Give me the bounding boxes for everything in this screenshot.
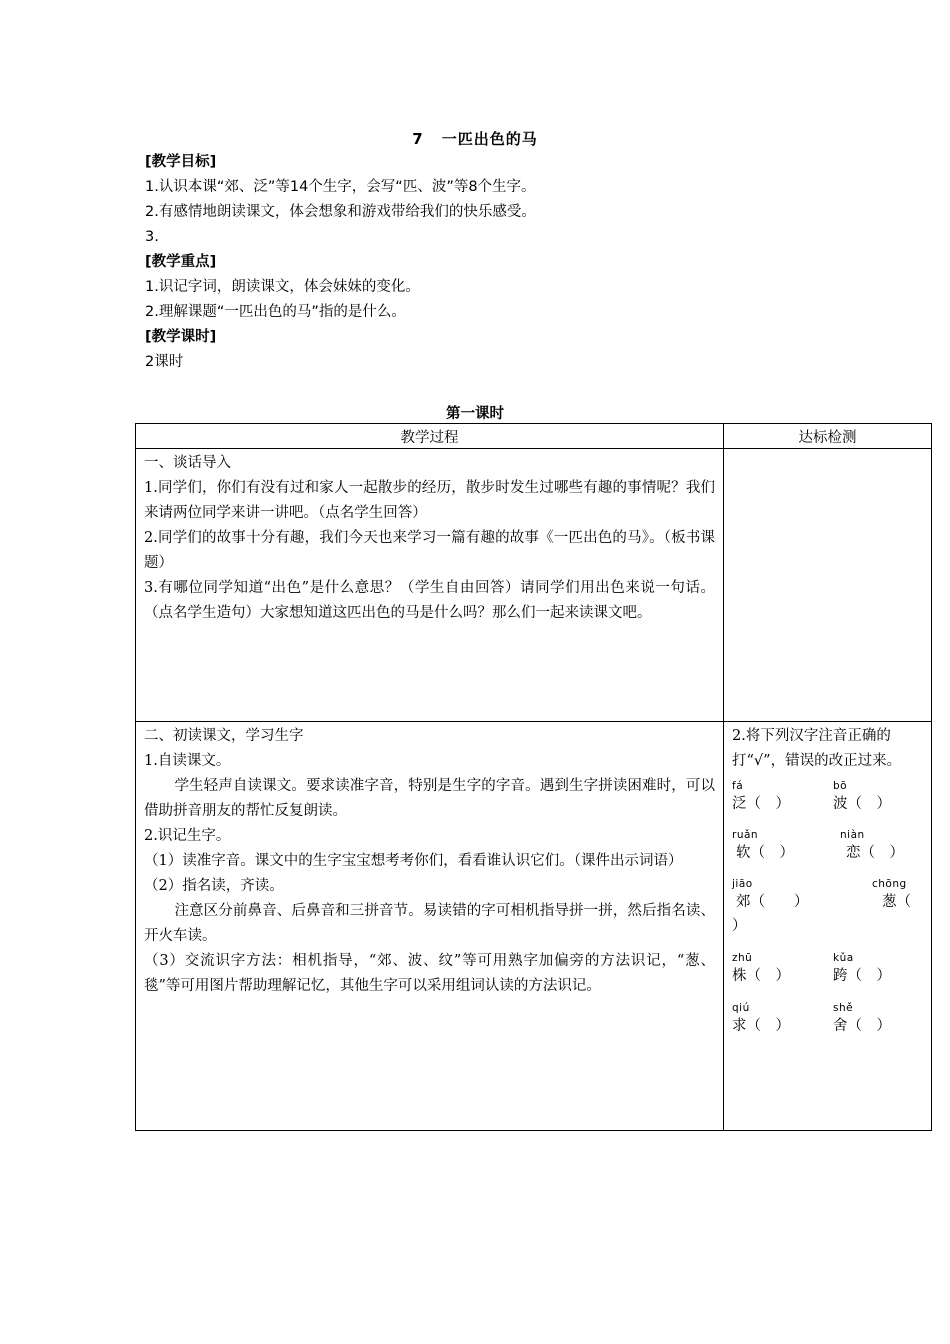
step-paragraph: 2.识记生字。 (144, 828, 231, 844)
pinyin-item (732, 952, 790, 988)
step-paragraph: 1.自读课文。 (144, 753, 231, 769)
lesson-name: 一匹出色的马 (441, 130, 538, 148)
pinyin-item (833, 1002, 891, 1038)
pinyin-item (732, 780, 790, 816)
pinyin-label: jiāo (732, 878, 753, 890)
objective-item: 3. (145, 229, 159, 245)
table-header-row (136, 424, 932, 449)
table-row (136, 722, 932, 1131)
pinyin-label: bō (833, 780, 848, 792)
pinyin-label: shě (833, 1002, 854, 1014)
pinyin-label: zhū (732, 952, 753, 964)
hanzi-answer: ） (732, 918, 747, 934)
pinyin-item (732, 829, 794, 865)
step-paragraph: （2）指名读，齐读。 (144, 878, 284, 894)
process-cell (136, 722, 724, 1131)
key-point-item: 2.理解课题“一匹出色的马”指的是什么。 (145, 304, 406, 320)
objective-item: 1.认识本课“郊、泛”等14个生字，会写“匹、波”等8个生字。 (145, 179, 536, 195)
step-paragraph: 2.同学们的故事十分有趣，我们今天也来学习一篇有趣的故事《一匹出色的马》。（板书课题） (144, 530, 715, 571)
objectives-section (145, 150, 536, 375)
pinyin-label: fá (732, 780, 744, 792)
session-title: 第一课时 (446, 406, 504, 422)
header-check: 达标检测 (724, 424, 932, 449)
pinyin-item (872, 878, 911, 914)
hanzi-answer: 郊（ ） (736, 894, 809, 910)
step-paragraph: 3.有哪位同学知道“出色”是什么意思？（学生自由回答）请同学们用出色来说一句话。（点名学生造句）大家想知道这匹出色的马是什么吗？那么们一起来读课文吧。 (144, 580, 715, 621)
check-cell-empty (724, 449, 932, 722)
pinyin-item (833, 780, 891, 816)
pinyin-label: niàn (840, 829, 865, 841)
table-row (136, 449, 932, 722)
pinyin-item (732, 878, 809, 914)
lesson-number: 7 (412, 130, 424, 148)
hanzi-answer: 泛（ ） (732, 796, 790, 812)
pinyin-label: chōng (872, 878, 907, 890)
hours-heading: [教学课时] (145, 329, 217, 345)
hanzi-answer: 波（ ） (833, 796, 891, 812)
pinyin-label: qiú (732, 1002, 750, 1014)
step-paragraph: （1）读准字音。课文中的生字宝宝想考考你们，看看谁认识它们。（课件出示词语） (144, 853, 683, 869)
pinyin-label: kǔa (833, 952, 854, 964)
hanzi-answer: 跨（ ） (833, 968, 891, 984)
hours-value: 2课时 (145, 354, 184, 370)
check-cell (724, 722, 932, 1131)
hanzi-answer: 舍（ ） (833, 1018, 891, 1034)
step-heading: 一、谈话导入 (144, 455, 231, 471)
lesson-title (0, 128, 950, 149)
step-heading: 二、初读课文，学习生字 (144, 728, 304, 744)
check-instruction: 2.将下列汉字注音正确的打“√”，错误的改正过来。 (732, 728, 902, 769)
pinyin-exercise (732, 780, 927, 1050)
lesson-table (135, 423, 932, 1131)
pinyin-label: ruǎn (732, 829, 759, 841)
hanzi-answer: 恋（ ） (846, 845, 904, 861)
pinyin-item (833, 952, 891, 988)
hanzi-answer: 株（ ） (732, 968, 790, 984)
header-process: 教学过程 (136, 424, 724, 449)
pinyin-item (732, 914, 747, 938)
pinyin-item (840, 829, 904, 865)
objectives-heading: [教学目标] (145, 154, 217, 170)
hanzi-answer: 葱（ (882, 894, 911, 910)
hanzi-answer: 软（ ） (736, 845, 794, 861)
step-paragraph: （3）交流识字方法：相机指导，“郊、波、纹”等可用熟字加偏旁的方法识记，“葱、毯”等可用图片帮助理解记忆，其他生字可以采用组词认读的方法识记。 (144, 953, 715, 994)
step-paragraph: 学生轻声自读课文。要求读准字音，特别是生字的字音。遇到生字拼读困难时，可以借助拼音朋友的帮忙反复朗读。 (144, 778, 715, 819)
step-paragraph: 1.同学们，你们有没有过和家人一起散步的经历，散步时发生过哪些有趣的事情呢？我们来请两位同学来讲一讲吧。（点名学生回答） (144, 480, 715, 521)
process-cell (136, 449, 724, 722)
pinyin-item (732, 1002, 790, 1038)
key-points-heading: [教学重点] (145, 254, 217, 270)
hanzi-answer: 求（ ） (732, 1018, 790, 1034)
objective-item: 2.有感情地朗读课文，体会想象和游戏带给我们的快乐感受。 (145, 204, 536, 220)
step-paragraph: 注意区分前鼻音、后鼻音和三拼音节。易读错的字可相机指导拼一拼，然后指名读、开火车读。 (144, 903, 715, 944)
key-point-item: 1.识记字词，朗读课文，体会妹妹的变化。 (145, 279, 420, 295)
